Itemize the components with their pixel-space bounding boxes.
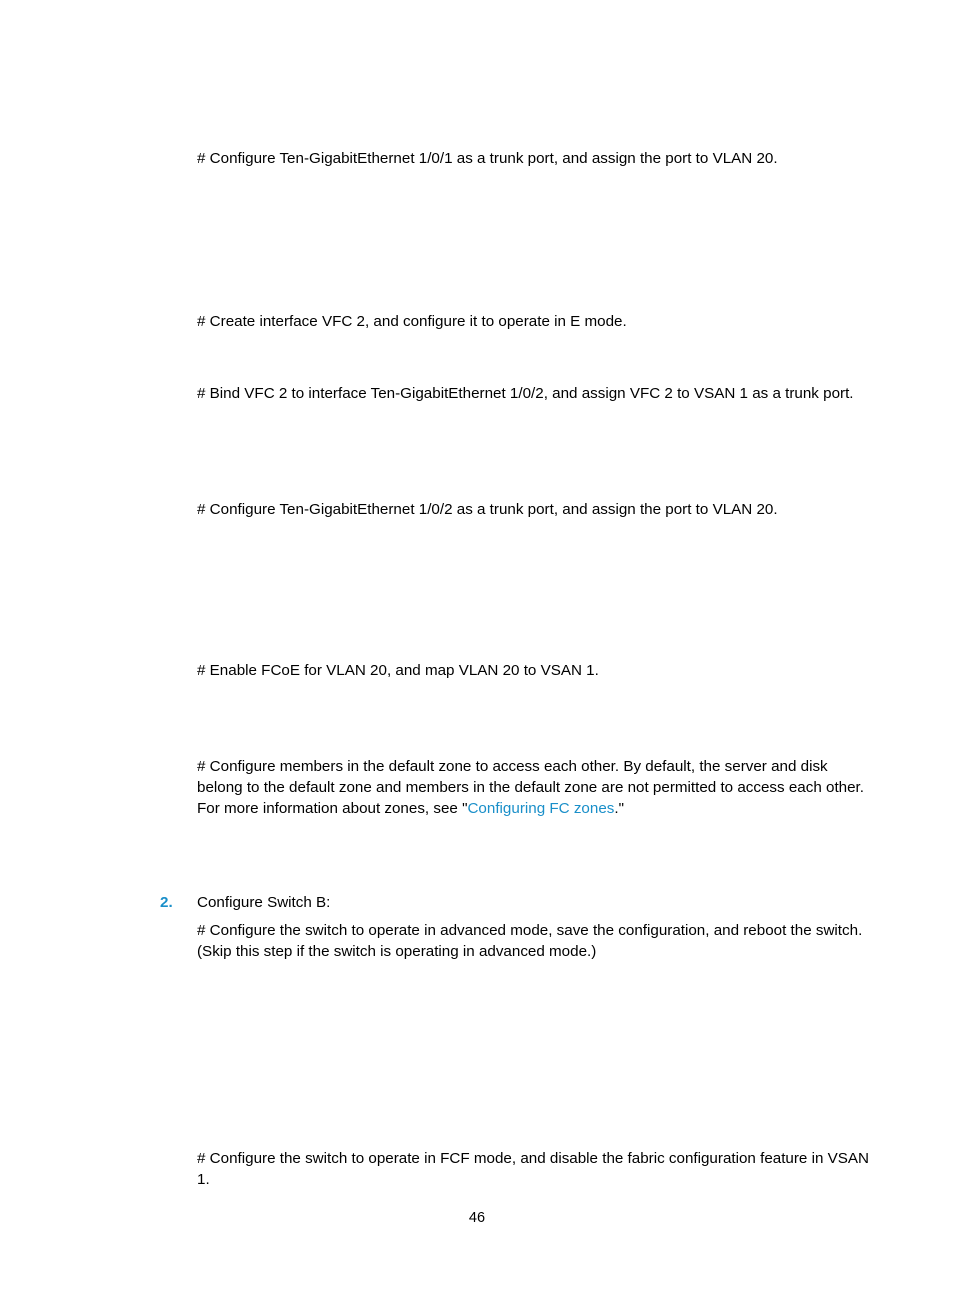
paragraph-fcf-mode: # Configure the switch to operate in FCF mode, and disable the fabric configuration feature in VSAN 1. (197, 1150, 869, 1188)
paragraph-bind-vfc2: # Bind VFC 2 to interface Ten-GigabitEthernet 1/0/2, and assign VFC 2 to VSAN 1 as a trunk port. (197, 385, 854, 402)
paragraph-configure-trunk-port-2: # Configure Ten-GigabitEthernet 1/0/2 as a trunk port, and assign the port to VLAN 20. (197, 501, 778, 518)
paragraph-enable-fcoe: # Enable FCoE for VLAN 20, and map VLAN 20 to VSAN 1. (197, 662, 599, 679)
step-number: 2. (160, 894, 173, 911)
paragraph-configure-trunk-port-1: # Configure Ten-GigabitEthernet 1/0/1 as a trunk port, and assign the port to VLAN 20. (197, 150, 778, 167)
configuring-fc-zones-link[interactable]: Configuring FC zones (467, 800, 615, 817)
paragraph-default-zone (197, 756, 873, 819)
paragraph-advanced-mode: # Configure the switch to operate in advanced mode, save the configuration, and reboot the switch. (Skip this step if the switch is operating in advanced mode.) (197, 922, 863, 960)
step-title: Configure Switch B: (197, 894, 331, 911)
default-zone-text-end: ." (614, 800, 624, 817)
page-number: 46 (468, 1210, 486, 1226)
default-zone-text: # Configure members in the default zone to access each other. By default, the server and disk belong to the default zone and members in the default zone are not permitted to access each other. For more information about zones, see " (197, 758, 864, 817)
paragraph-create-vfc2: # Create interface VFC 2, and configure it to operate in E mode. (197, 313, 627, 330)
